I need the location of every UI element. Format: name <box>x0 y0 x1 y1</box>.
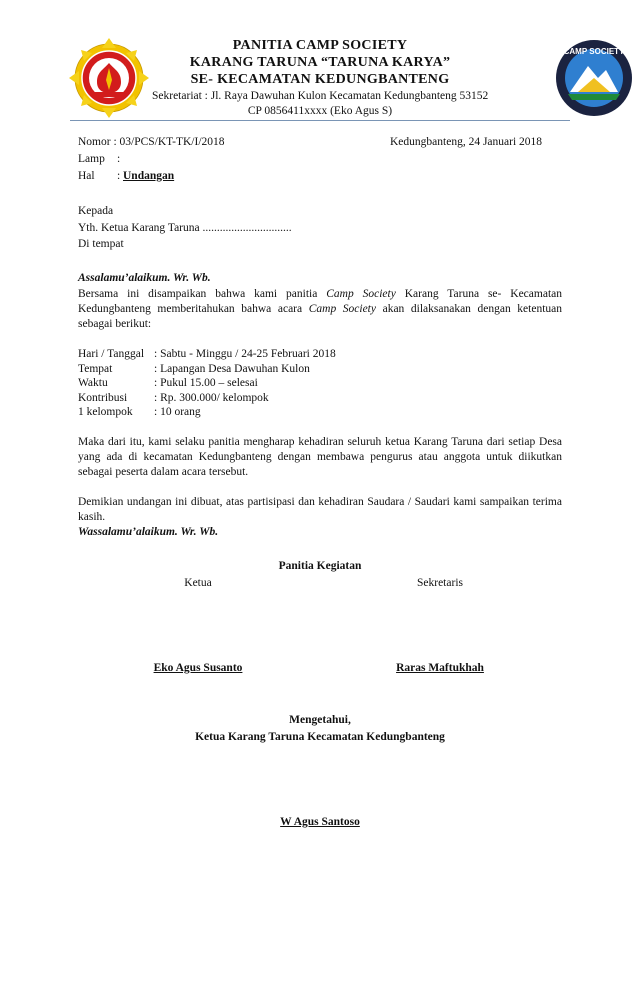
hal-separator: : <box>117 170 121 182</box>
detail-row-place <box>78 362 336 377</box>
detail-value: : Lapangan Desa Dawuhan Kulon <box>154 362 310 375</box>
sekretaris-name: Raras Maftukhah <box>396 662 484 674</box>
detail-value: : 10 orang <box>154 406 201 418</box>
letter-number: Nomor : 03/PCS/KT-TK/I/2018 <box>78 136 225 148</box>
intro-paragraph <box>78 287 562 332</box>
header-contact: CP 0856411xxxx (Eko Agus S) <box>247 105 393 117</box>
recipient-tempat: Di tempat <box>78 238 124 250</box>
detail-row-date <box>78 347 336 362</box>
intro-part-b: Karang Taruna se- Kecamatan Kedungbanteng memberitahukan bahwa acara <box>78 288 562 315</box>
recipient-kepada: Kepada <box>78 205 114 217</box>
detail-key: 1 kelompok <box>78 406 133 418</box>
intro-part-a: Bersama ini disampaikan bahwa kami panitia <box>78 288 327 300</box>
lamp-separator: : <box>117 153 121 165</box>
detail-key: Tempat <box>78 362 113 375</box>
header-line-3: SE- KECAMATAN KEDUNGBANTENG <box>190 72 450 87</box>
header-divider <box>70 120 570 121</box>
detail-key: Hari / Tanggal <box>78 348 145 360</box>
mengetahui-name: W Agus Santoso <box>280 816 360 828</box>
recipient-yth: Yth. Ketua Karang Taruna ............................... <box>78 222 292 234</box>
intro-part-c: akan dilaksanakan dengan ketentuan sebagai berikut: <box>78 303 563 330</box>
detail-value: : Pukul 15.00 – selesai <box>154 377 258 389</box>
intro-emphasis-2: Camp Society <box>308 303 376 315</box>
sekretaris-role: Sekretaris <box>417 577 463 589</box>
letter-date: Kedungbanteng, 24 Januari 2018 <box>390 136 543 148</box>
detail-value: : Sabtu - Minggu / 24-25 Februari 2018 <box>154 348 336 360</box>
hal-value: Undangan <box>123 170 175 182</box>
detail-row-fee <box>78 391 336 406</box>
camp-society-logo <box>554 38 634 118</box>
mengetahui-role: Ketua Karang Taruna Kecamatan Kedungbanteng <box>195 731 445 743</box>
event-details <box>78 347 336 420</box>
organization-emblem-logo <box>66 37 152 119</box>
camp-society-logo-text: CAMP SOCIETY <box>563 47 625 56</box>
closing-greeting: Wassalamu’alaikum. Wr. Wb. <box>78 526 219 538</box>
hal-label: Hal <box>78 170 95 182</box>
greeting: Assalamu’alaikum. Wr. Wb. <box>78 272 211 284</box>
header-line-2: KARANG TARUNA “TARUNA KARYA” <box>189 55 451 70</box>
detail-row-time <box>78 376 336 391</box>
lamp-label: Lamp <box>78 153 105 165</box>
mengetahui-heading: Mengetahui, <box>289 714 351 726</box>
paragraph-2: Maka dari itu, kami selaku panitia mengharap kehadiran seluruh ketua Karang Taruna dari setiap Desa yang ada di kecamatan Kedungbanteng dengan membawa pengurus atau anggota untuk diikutkan sebagai peserta dalam acara tersebut. <box>78 436 562 478</box>
ketua-name: Eko Agus Susanto <box>153 662 243 674</box>
intro-emphasis-1: Camp Society <box>326 288 396 300</box>
header-address: Sekretariat : Jl. Raya Dawuhan Kulon Kecamatan Kedungbanteng 53152 <box>152 90 489 102</box>
detail-key: Kontribusi <box>78 391 128 404</box>
detail-value: : Rp. 300.000/ kelompok <box>154 391 269 404</box>
detail-key: Waktu <box>78 377 108 389</box>
ketua-role: Ketua <box>184 577 212 589</box>
paragraph-3: Demikian undangan ini dibuat, atas partisipasi dan kehadiran Saudara / Saudari kami sampaikan terima kasih. <box>78 496 562 523</box>
detail-row-group <box>78 405 336 420</box>
header-line-1: PANITIA CAMP SOCIETY <box>232 38 408 53</box>
panitia-heading: Panitia Kegiatan <box>278 560 362 572</box>
